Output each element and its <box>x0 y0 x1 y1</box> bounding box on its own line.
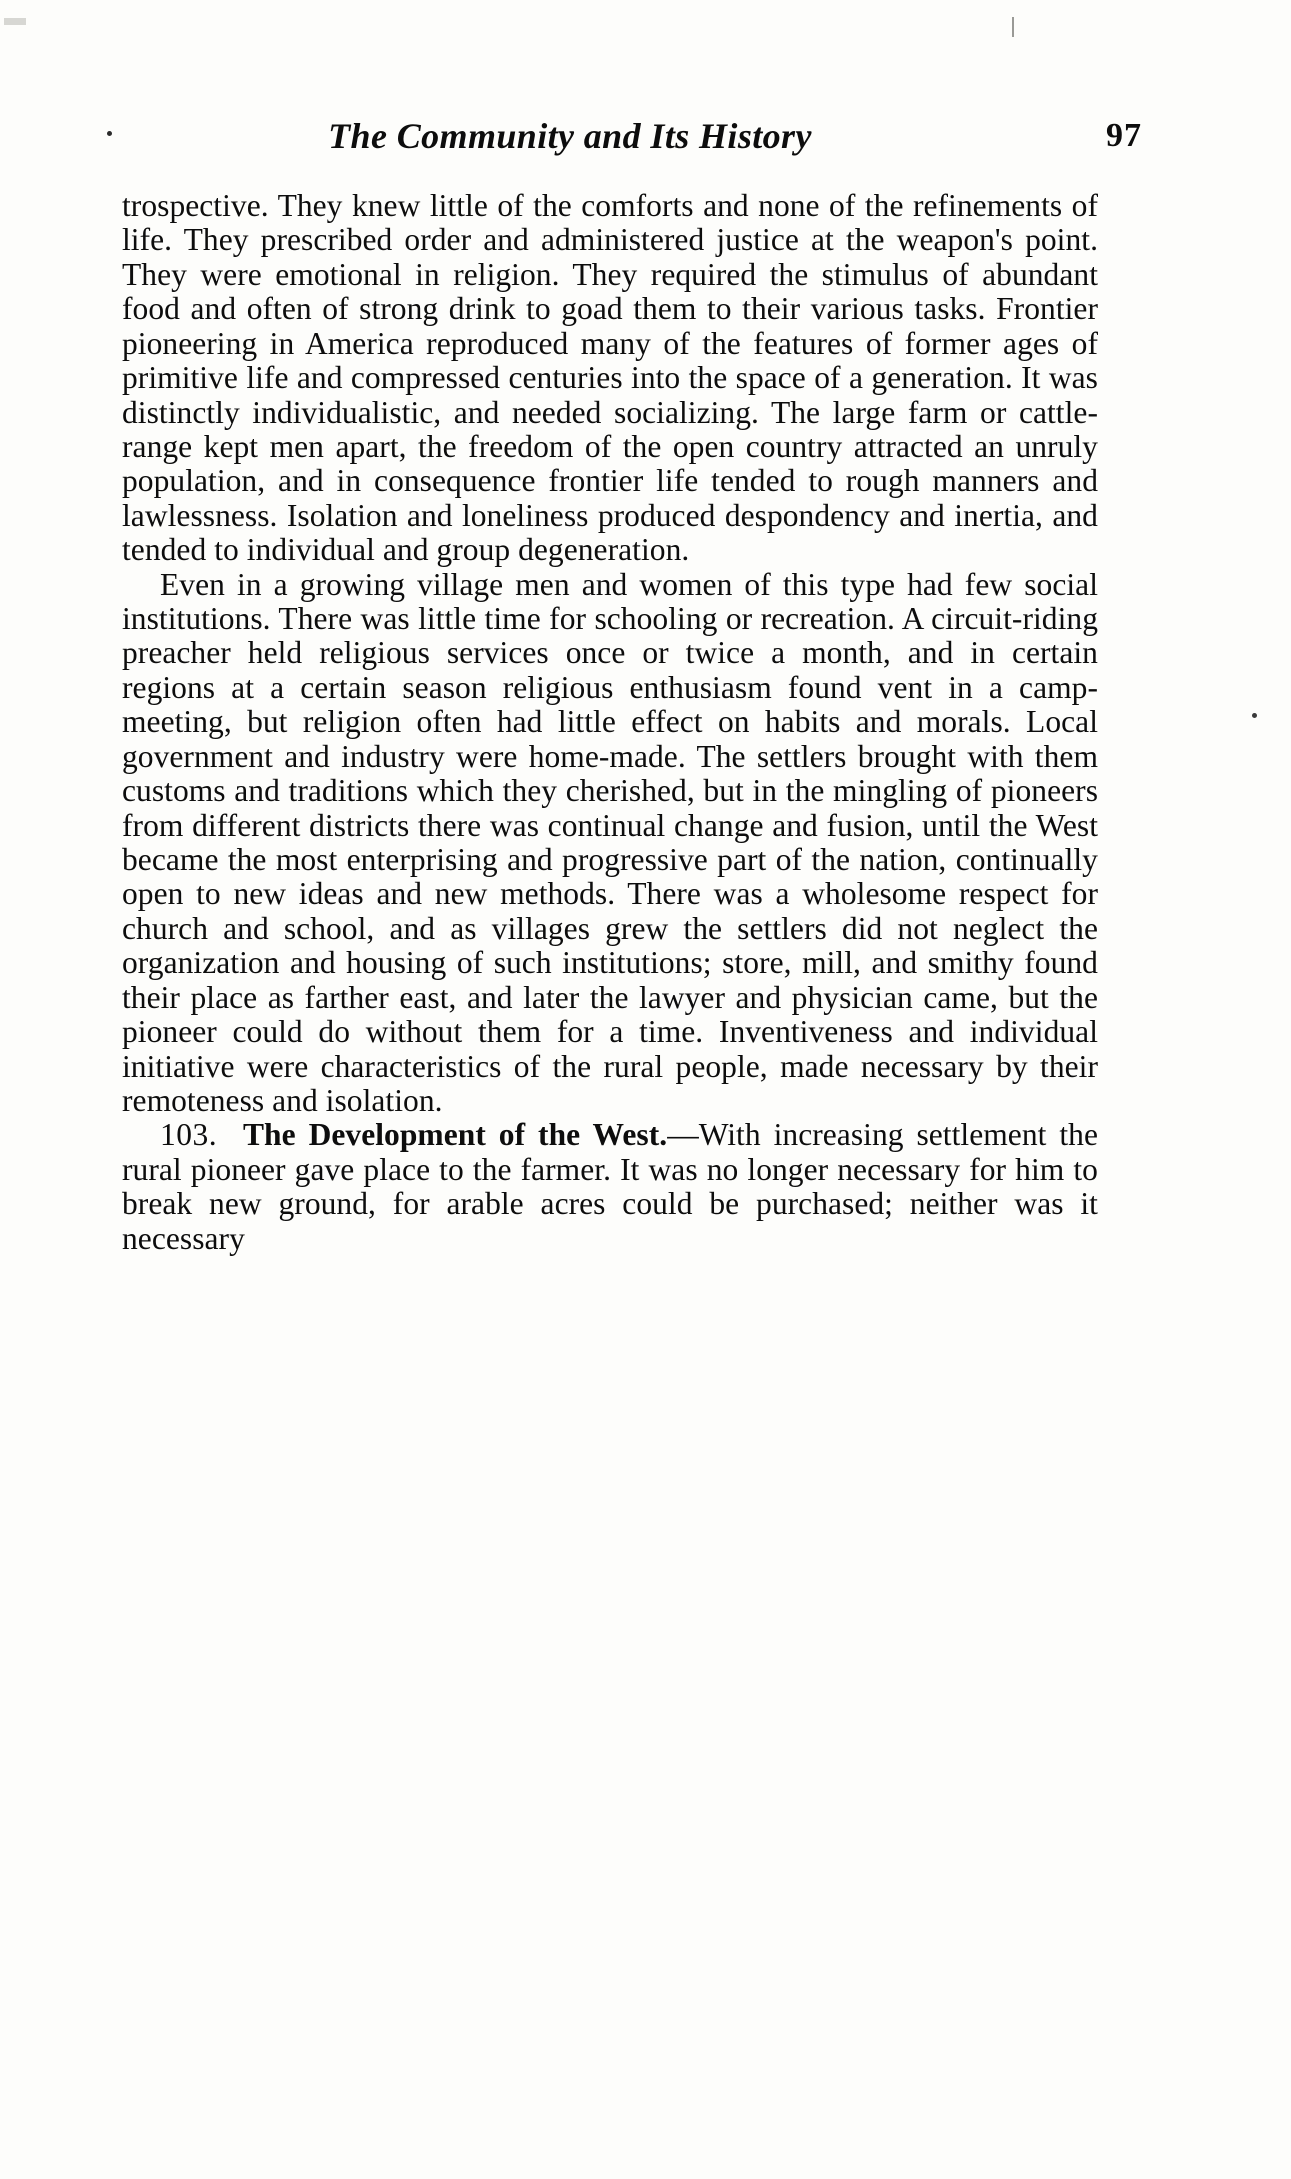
running-head <box>70 115 1160 171</box>
paragraph: trospective. They knew little of the comforts and none of the refinements of life. They prescribed order and administered justice at the weapon's point. They were emotional in religion. They required the stimulus of abundant food and often of strong drink to goad them to their various tasks. Frontier pioneering in America reproduced many of the features of former ages of primitive life and compressed centuries into the space of a generation. It was distinctly individualistic, and needed socializing. The large farm or cattle-range kept men apart, the freedom of the open country attracted an unruly population, and in consequence frontier life tended to rough manners and lawlessness. Isolation and loneliness produced despondency and inertia, and tended to individual and group degeneration. <box>122 188 1098 568</box>
body-text <box>70 189 1160 1256</box>
section-number: 103. <box>160 1117 218 1153</box>
page-edge-mark <box>4 18 26 25</box>
section-paragraph <box>122 1118 1098 1256</box>
section-body: —With increasing settlement the rural pioneer gave place to the farmer. It was no longer necessary for him to break new ground, for arable acres could be purchased; neither was it necessary <box>122 1117 1098 1256</box>
page-title: The Community and Its History <box>328 116 812 156</box>
crop-mark-icon <box>1012 17 1014 37</box>
paragraph: Even in a growing village men and women of this type had few social institutions. There was little time for schooling or recreation. A circuit-riding preacher held religious services once or twice a month, and in certain regions at a certain season religious enthusiasm found vent in a camp-meeting, but religion often had little effect on habits and morals. Local government and industry were home-made. The settlers brought with them customs and traditions which they cherished, but in the mingling of pioneers from different districts there was continual change and fusion, until the West became the most enterprising and progressive part of the nation, continually open to new ideas and new methods. There was a wholesome respect for church and school, and as villages grew the settlers did not neglect the organization and housing of such institutions; store, mill, and smithy found their place as farther east, and later the lawyer and physician came, but the pioneer could do without them for a time. Inventiveness and individual initiative were characteristics of the rural people, made necessary by their remoteness and isolation. <box>122 566 1098 1118</box>
section-heading: The Development of the West. <box>243 1117 668 1153</box>
page-content <box>70 0 1160 1256</box>
page-number: 97 <box>1106 117 1142 154</box>
margin-dot-icon <box>1252 713 1257 718</box>
